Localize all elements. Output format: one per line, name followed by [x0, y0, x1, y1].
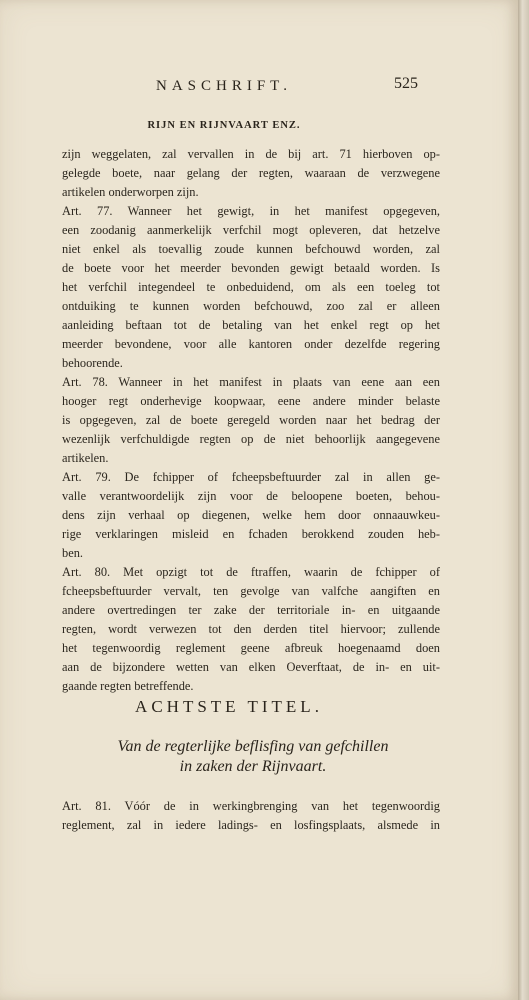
text-line: het tegenwoordig reglement geene afbreuk hoegenaamd doen	[62, 641, 440, 655]
text-line: dens zijn verhaal op diegenen, welke hem door onnaauwkeu-	[62, 508, 440, 522]
text-line: zijn weggelaten, zal vervallen in de bij art. 71 hierboven op-	[62, 147, 440, 161]
text-line: andere overtredingen ter zake der territoriale in- en uitgaande	[62, 603, 440, 617]
text-line: regten, wordt verwezen tot den derden titel hiervoor; zullende	[62, 622, 440, 636]
running-subheading: RIJN EN RIJNVAART ENZ.	[147, 120, 301, 131]
section-heading	[0, 697, 518, 717]
body-text	[62, 145, 440, 696]
text-line: reglement, zal in iedere ladings- en losfingsplaats, alsmede in	[62, 818, 440, 832]
text-line: Art. 81. Vóór de in werkingbrenging van het tegenwoordig	[62, 799, 440, 813]
text-line: rige verklaringen misleid en fchaden berokkend zouden heb-	[62, 527, 440, 541]
page-edge	[518, 0, 529, 1000]
page-number: 525	[394, 75, 418, 92]
text-line: hooger regt onderhevige koopwaar, eene andere minder belaste	[62, 394, 440, 408]
text-line: valle verantwoordelijk zijn voor de beloopene boeten, behou-	[62, 489, 440, 503]
text-line: ben.	[62, 546, 83, 560]
text-line: het verfchil integendeel te onbeduidend, om als een toeleg tot	[62, 280, 440, 294]
running-head	[0, 75, 518, 102]
text-line: artikelen.	[62, 451, 109, 465]
text-line: aanleiding beftaan tot de betaling van het enkel regt op het	[62, 318, 440, 332]
text-line: Art. 79. De fchipper of fcheepsbeftuurder zal in allen ge-	[62, 470, 440, 484]
section-subtitle-line-1: Van de regterlijke beflisfing van gefchillen	[117, 738, 389, 755]
text-line: Art. 77. Wanneer het gewigt, in het manifest opgegeven,	[62, 204, 440, 218]
running-title: NASCHRIFT.	[156, 78, 292, 94]
text-line: is opgegeven, zal de boete geregeld worden naar het bedrag der	[62, 413, 440, 427]
section-subtitle	[0, 737, 518, 777]
text-line: Art. 78. Wanneer in het manifest in plaats van eene aan een	[62, 375, 440, 389]
text-line: Art. 80. Met opzigt tot de ftraffen, waarin de fchipper of	[62, 565, 440, 579]
text-line: artikelen onderworpen zijn.	[62, 185, 199, 199]
text-line: ontduiking te kunnen worden befchouwd, zoo zal er alleen	[62, 299, 440, 313]
text-line: niet enkel als toevallig zoude kunnen befchouwd worden, zal	[62, 242, 440, 256]
text-line: gelegde boete, naar gelang der regten, waaraan de verzwegene	[62, 166, 440, 180]
text-line: een zoodanig aanmerkelijk verfchil mogt opleveren, dat hetzelve	[62, 223, 440, 237]
text-line: behoorende.	[62, 356, 123, 370]
body-text-continued	[62, 796, 440, 834]
text-line: gaande regten betreffende.	[62, 679, 194, 693]
text-line: aan de bijzondere wetten van elken Oeverftaat, de in- en uit-	[62, 660, 440, 674]
text-line: wezenlijk verfchuldigde regten op de niet behoorlijk aangegevene	[62, 432, 440, 446]
text-line: de boete voor het meerder bevonden gewigt betaald worden. Is	[62, 261, 440, 275]
text-line: fcheepsbeftuurder vervalt, ten gevolge van valfche aangiften en	[62, 584, 440, 598]
text-line: meerder bevondene, voor alle kantoren onder dezelfde regering	[62, 337, 440, 351]
section-heading-text: ACHTSTE TITEL.	[135, 697, 323, 716]
section-subtitle-line-2: in zaken der Rijnvaart.	[179, 758, 327, 775]
